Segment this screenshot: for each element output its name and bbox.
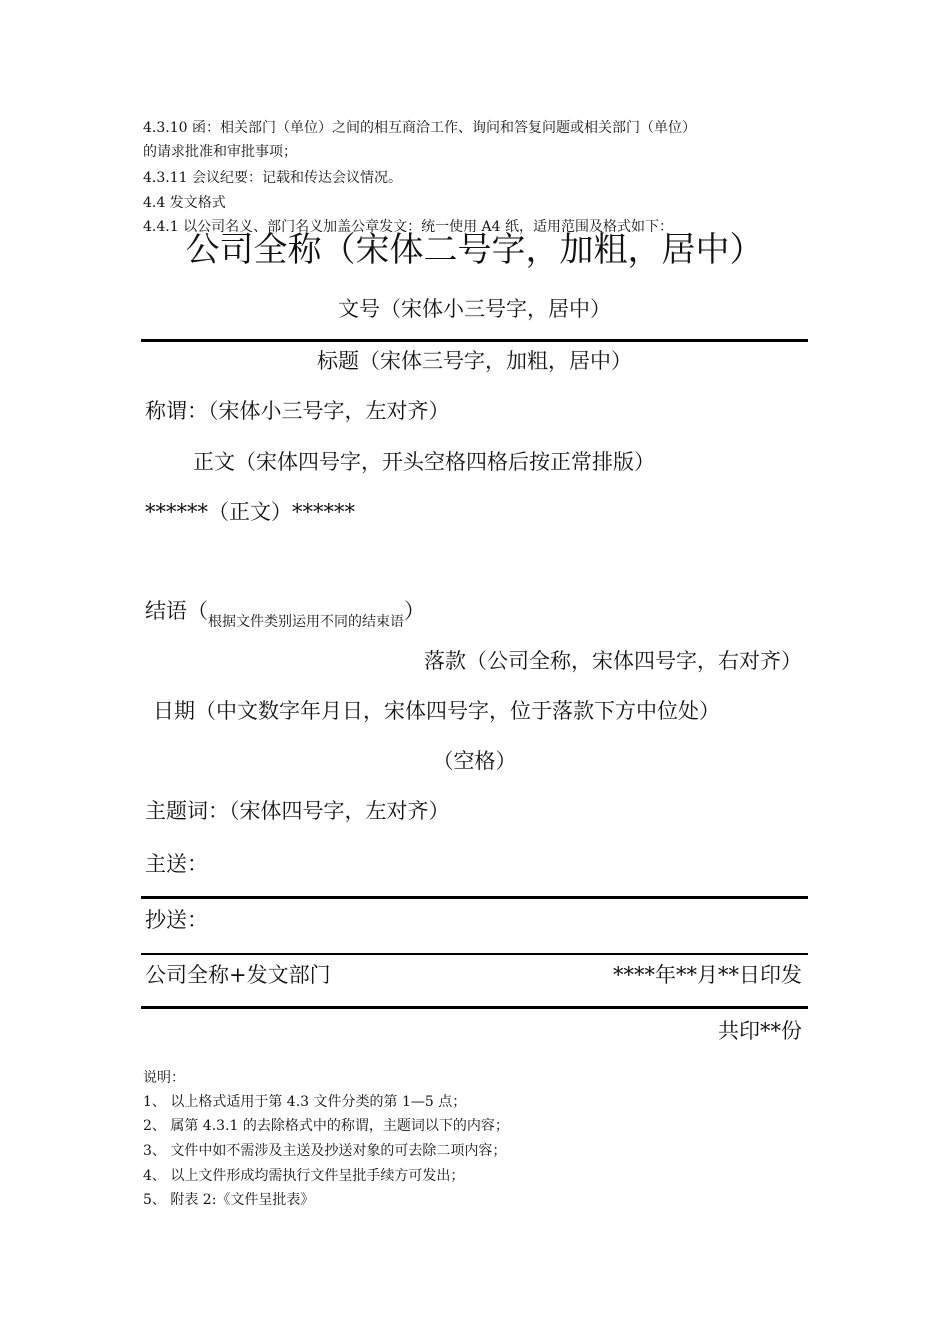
intro-line-3: 4.3.11 会议纪要：记载和传达会议情况。 bbox=[143, 170, 402, 186]
doc-title: 标题（宋体三号字，加粗，居中） bbox=[317, 349, 632, 373]
note-item: 1、 以上格式适用于第 4.3 文件分类的第 1—5 点； bbox=[143, 1094, 467, 1110]
signature: 落款（公司全称，宋体四号字，右对齐） bbox=[424, 649, 802, 673]
cc-rule bbox=[141, 953, 808, 955]
issue-date: ****年**月**日印发 bbox=[613, 963, 802, 987]
blank-line: （空格） bbox=[432, 749, 517, 773]
body-placeholder: ******（正文）****** bbox=[145, 500, 355, 524]
notes-heading: 说明： bbox=[143, 1070, 185, 1086]
intro-line-2: 的请求批准和审批事项； bbox=[143, 144, 297, 160]
intro-line-4: 4.4 发文格式 bbox=[143, 195, 226, 211]
company-name-heading: 公司全称（宋体二号字，加粗，居中） bbox=[185, 230, 764, 270]
header-rule bbox=[141, 339, 808, 342]
send-to: 主送： bbox=[145, 852, 208, 876]
copies: 共印**份 bbox=[718, 1019, 802, 1043]
issuer: 公司全称+发文部门 bbox=[145, 963, 331, 987]
note-item: 3、 文件中如不需涉及主送及抄送对象的可去除二项内容； bbox=[143, 1143, 507, 1159]
note-item: 2、 属第 4.3.1 的去除格式中的称谓，主题词以下的内容； bbox=[143, 1118, 509, 1134]
cc: 抄送： bbox=[145, 908, 208, 932]
note-item: 4、 以上文件形成均需执行文件呈批手续方可发出； bbox=[143, 1168, 465, 1184]
note-item: 5、 附表 2:《文件呈批表》 bbox=[143, 1192, 315, 1208]
intro-line-1: 4.3.10 函：相关部门（单位）之间的相互商洽工作、询问和答复问题或相关部门（单位） bbox=[143, 120, 696, 136]
closing-label: 结语（ bbox=[145, 599, 208, 623]
date-line: 日期（中文数字年月日，宋体四号字，位于落款下方中位处） bbox=[153, 699, 720, 723]
send-to-rule bbox=[141, 896, 808, 899]
salutation: 称谓：（宋体小三号字，左对齐） bbox=[145, 399, 450, 423]
closing-end: ） bbox=[404, 599, 425, 623]
closing-line bbox=[145, 596, 425, 629]
doc-number: 文号（宋体小三号字，居中） bbox=[338, 297, 611, 321]
closing-note: 根据文件类别运用不同的结束语 bbox=[208, 614, 404, 630]
body-text: 正文（宋体四号字，开头空格四格后按正常排版） bbox=[193, 450, 655, 474]
intro-line-5: 4.4.1 以公司名义、部门名义加盖公章发文：统一使用 A4 纸，适用范围及格式如下： bbox=[143, 219, 673, 235]
keywords: 主题词：（宋体四号字，左对齐） bbox=[145, 799, 450, 823]
footer-rule bbox=[141, 1006, 808, 1009]
